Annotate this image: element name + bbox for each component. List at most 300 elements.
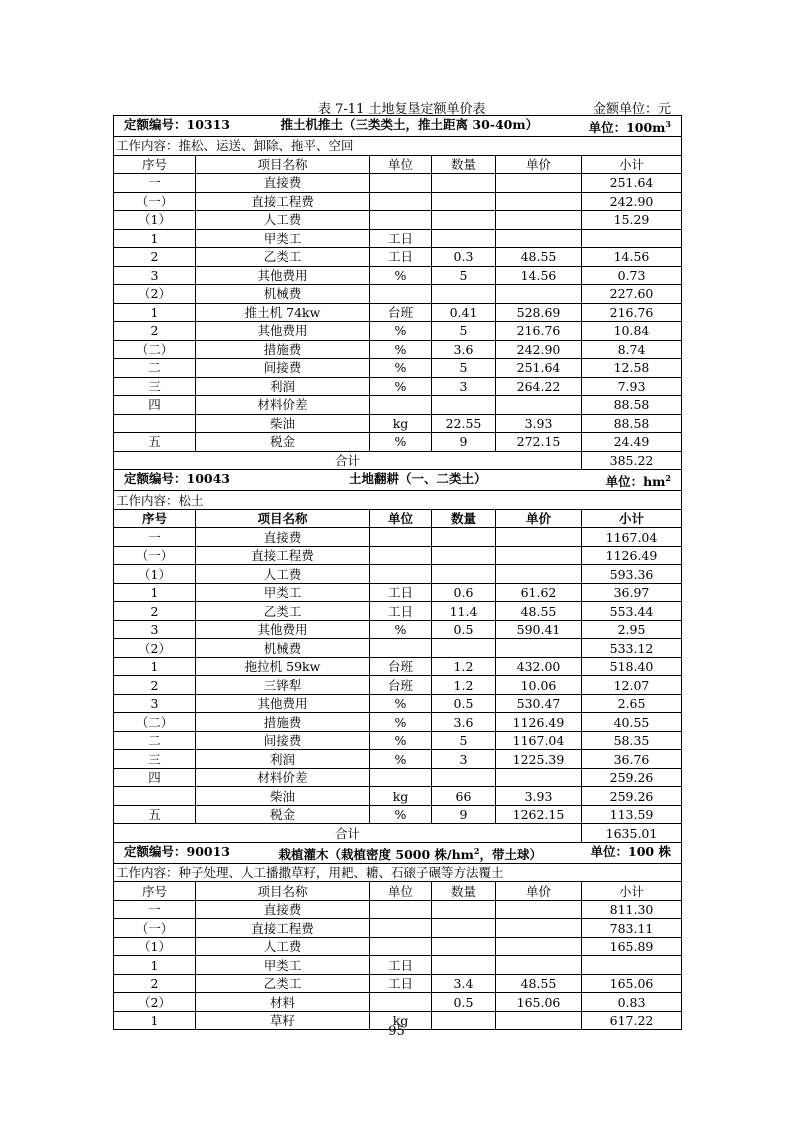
table-cell (370, 919, 432, 938)
table-cell: 直接工程费 (196, 546, 370, 565)
table-cell: 165.06 (582, 974, 682, 993)
table-cell (370, 528, 432, 547)
column-header: 项目名称 (196, 155, 370, 174)
quota-name: 栽植灌木（栽植密度 5000 株/hm (278, 846, 474, 862)
table-cell: 0.73 (582, 266, 682, 285)
table-row (114, 731, 682, 750)
table-cell: 间接费 (196, 731, 370, 750)
table-cell: 242.90 (496, 340, 582, 359)
table-cell: 66 (432, 787, 496, 806)
table-cell: 0.5 (432, 694, 496, 713)
table-cell: 乙类工 (196, 248, 370, 267)
table-row (114, 414, 682, 433)
table-cell: 36.97 (582, 583, 682, 602)
table-row (114, 192, 682, 211)
table-cell (114, 787, 196, 806)
table-cell: 259.26 (582, 768, 682, 787)
quota-name-superscript: 2 (473, 845, 480, 856)
table-cell: 3.6 (432, 713, 496, 732)
table-cell (496, 285, 582, 304)
table-cell: 5 (432, 359, 496, 378)
section-header (114, 842, 682, 863)
table-cell: % (370, 620, 432, 639)
table-cell: 530.47 (496, 694, 582, 713)
table-cell: 165.89 (582, 937, 682, 956)
table-cell: 甲类工 (196, 956, 370, 975)
table-cell: 242.90 (582, 192, 682, 211)
table-cell (370, 768, 432, 787)
table-cell (432, 192, 496, 211)
table-cell (432, 639, 496, 658)
table-cell (114, 414, 196, 433)
table-cell: 22.55 (432, 414, 496, 433)
quota-unit-wrap (591, 843, 671, 863)
table-cell: 553.44 (582, 602, 682, 621)
column-header: 单位 (370, 155, 432, 174)
table-cell (432, 546, 496, 565)
total-label: 合计 (114, 824, 582, 843)
column-header: 单价 (496, 155, 582, 174)
section-header-content (116, 116, 679, 136)
table-cell (432, 285, 496, 304)
table-cell: 113.59 (582, 805, 682, 824)
table-cell: （2） (114, 639, 196, 658)
amount-unit: 金额单位：元 (592, 102, 671, 117)
table-cell (370, 937, 432, 956)
table-cell: 直接费 (196, 900, 370, 919)
table-cell (432, 900, 496, 919)
table-cell: 材料价差 (196, 396, 370, 415)
table-cell: 533.12 (582, 639, 682, 658)
table-cell: 14.56 (582, 248, 682, 267)
table-cell: 48.55 (496, 974, 582, 993)
table-cell (496, 937, 582, 956)
table-row (114, 919, 682, 938)
table-cell: 推土机 74kw (196, 303, 370, 322)
table-row (114, 248, 682, 267)
table-cell: 直接费 (196, 174, 370, 193)
table-row (114, 303, 682, 322)
table-cell: 人工费 (196, 937, 370, 956)
table-row (114, 174, 682, 193)
table-cell (496, 919, 582, 938)
table-cell: 0.6 (432, 583, 496, 602)
table-cell: 528.69 (496, 303, 582, 322)
table-cell: 其他费用 (196, 322, 370, 341)
table-cell (370, 639, 432, 658)
table-cell: % (370, 433, 432, 452)
column-header: 项目名称 (196, 882, 370, 901)
table-cell: 5 (432, 322, 496, 341)
table-cell: 二 (114, 359, 196, 378)
table-cell: 工日 (370, 956, 432, 975)
table-cell: 3 (114, 620, 196, 639)
table-cell: 三 (114, 750, 196, 769)
table-row (114, 768, 682, 787)
table-row (114, 993, 682, 1012)
column-header: 小计 (582, 155, 682, 174)
table-cell (370, 900, 432, 919)
table-cell (370, 174, 432, 193)
table-cell (432, 211, 496, 230)
table-cell: 利润 (196, 377, 370, 396)
table-cell (370, 211, 432, 230)
table-cell: 14.56 (496, 266, 582, 285)
table-cell: 3.4 (432, 974, 496, 993)
table-cell: 五 (114, 805, 196, 824)
table-cell: （1） (114, 937, 196, 956)
table-cell: 直接工程费 (196, 192, 370, 211)
quota-unit: 单位：100 株 (590, 843, 671, 859)
table-cell: 工日 (370, 229, 432, 248)
table-cell: 7.93 (582, 377, 682, 396)
table-cell: 2 (114, 322, 196, 341)
table-cell: （1） (114, 565, 196, 584)
work-content: 工作内容：松土 (114, 491, 682, 510)
table-cell: 机械费 (196, 639, 370, 658)
table-cell: （一） (114, 919, 196, 938)
table-cell (432, 956, 496, 975)
table-cell: kg (370, 1011, 432, 1030)
table-row (114, 937, 682, 956)
section-header-content (116, 470, 679, 490)
section-header-content (116, 843, 679, 863)
table-cell: 88.58 (582, 414, 682, 433)
table-cell: 工日 (370, 974, 432, 993)
work-content-row (114, 137, 682, 156)
table-cell: 2 (114, 248, 196, 267)
section-header-cell (114, 842, 682, 863)
table-cell: 1225.39 (496, 750, 582, 769)
column-header: 序号 (114, 882, 196, 901)
total-label: 合计 (114, 451, 582, 470)
table-row (114, 620, 682, 639)
table-cell: 10.06 (496, 676, 582, 695)
table-row (114, 396, 682, 415)
table-cell: 227.60 (582, 285, 682, 304)
table-cell: 2 (114, 602, 196, 621)
column-header: 单价 (496, 509, 582, 528)
table-cell: kg (370, 787, 432, 806)
table-cell: 783.11 (582, 919, 682, 938)
quota-unit: 单位：100m (588, 120, 666, 136)
table-cell: 264.22 (496, 377, 582, 396)
table-cell: 1 (114, 303, 196, 322)
column-header: 数量 (432, 509, 496, 528)
table-cell: （一） (114, 192, 196, 211)
quota-name: 土地翻耕（一、二类土） (349, 471, 487, 487)
table-cell (496, 229, 582, 248)
table-cell: 40.55 (582, 713, 682, 732)
table-cell: 甲类工 (196, 583, 370, 602)
column-header-row (114, 155, 682, 174)
table-cell (432, 919, 496, 938)
column-header: 数量 (432, 882, 496, 901)
table-cell: 五 (114, 433, 196, 452)
table-cell: 811.30 (582, 900, 682, 919)
total-row (114, 451, 682, 470)
table-cell: 工日 (370, 248, 432, 267)
table-row (114, 359, 682, 378)
table-row (114, 565, 682, 584)
table-cell: 税金 (196, 805, 370, 824)
total-value: 385.22 (582, 451, 682, 470)
table-cell: 0.83 (582, 993, 682, 1012)
section-header (114, 470, 682, 491)
table-cell: 36.76 (582, 750, 682, 769)
table-caption (113, 96, 681, 116)
table-cell: 518.40 (582, 657, 682, 676)
table-cell (582, 956, 682, 975)
table-cell: 2.65 (582, 694, 682, 713)
table-cell: 48.55 (496, 602, 582, 621)
table-cell: 其他费用 (196, 694, 370, 713)
table-cell: 柴油 (196, 414, 370, 433)
table-cell: 1262.15 (496, 805, 582, 824)
table-cell: 材料 (196, 993, 370, 1012)
table-cell: 1 (114, 1011, 196, 1030)
quota-unit-wrap (589, 116, 671, 136)
table-cell: 2 (114, 676, 196, 695)
table-cell (370, 396, 432, 415)
table-cell (496, 900, 582, 919)
table-cell: 0.3 (432, 248, 496, 267)
table-cell: （2） (114, 285, 196, 304)
table-cell: % (370, 266, 432, 285)
table-cell: 直接工程费 (196, 919, 370, 938)
table-cell (496, 546, 582, 565)
table-cell: （1） (114, 211, 196, 230)
table-cell: 12.07 (582, 676, 682, 695)
table-cell (496, 565, 582, 584)
table-cell: 61.62 (496, 583, 582, 602)
table-cell: % (370, 731, 432, 750)
column-header: 单位 (370, 882, 432, 901)
table-cell: 机械费 (196, 285, 370, 304)
table-row (114, 211, 682, 230)
table-cell: % (370, 713, 432, 732)
column-header: 小计 (582, 882, 682, 901)
table-cell: 251.64 (496, 359, 582, 378)
table-row (114, 974, 682, 993)
table-cell (496, 768, 582, 787)
table-row (114, 266, 682, 285)
work-content: 工作内容：推松、运送、卸除、拖平、空回 (114, 137, 682, 156)
table-row (114, 583, 682, 602)
table-cell: 3 (114, 694, 196, 713)
quota-code: 定额编号：10313 (124, 117, 230, 132)
table-cell (432, 229, 496, 248)
table-cell (370, 565, 432, 584)
table-cell: 1126.49 (496, 713, 582, 732)
table-cell: 柴油 (196, 787, 370, 806)
table-row (114, 377, 682, 396)
table-cell: 1.2 (432, 657, 496, 676)
quota-code: 定额编号：10043 (124, 471, 230, 487)
table-cell: 直接费 (196, 528, 370, 547)
page-number: 95 (388, 1024, 405, 1039)
table-cell: 台班 (370, 676, 432, 695)
table-cell: 24.49 (582, 433, 682, 452)
column-header-row (114, 882, 682, 901)
table-cell: 216.76 (582, 303, 682, 322)
table-row (114, 676, 682, 695)
table-cell: 草籽 (196, 1011, 370, 1030)
table-cell: 1 (114, 956, 196, 975)
table-cell: kg (370, 414, 432, 433)
table-cell (370, 192, 432, 211)
table-cell: 其他费用 (196, 620, 370, 639)
table-cell: 间接费 (196, 359, 370, 378)
table-row (114, 805, 682, 824)
table-cell: 5 (432, 731, 496, 750)
table-cell (370, 993, 432, 1012)
table-cell (582, 229, 682, 248)
table-cell: 利润 (196, 750, 370, 769)
table-cell: 8.74 (582, 340, 682, 359)
section-header-cell (114, 470, 682, 491)
table-cell: 259.26 (582, 787, 682, 806)
table-cell: 台班 (370, 657, 432, 676)
table-row (114, 639, 682, 658)
table-cell: 216.76 (496, 322, 582, 341)
quota-unit: 单位：hm (605, 474, 666, 490)
table-cell: 9 (432, 805, 496, 824)
table-cell: （二） (114, 340, 196, 359)
table-cell: 其他费用 (196, 266, 370, 285)
quota-unit-superscript: 3 (665, 119, 671, 129)
quota-name-wrap (349, 470, 487, 490)
quota-name: 推土机推土（三类类土，推土距离 30-40m） (280, 117, 539, 132)
table-cell: 88.58 (582, 396, 682, 415)
table-cell: 四 (114, 396, 196, 415)
table-cell: 材料价差 (196, 768, 370, 787)
table-cell: 2 (114, 974, 196, 993)
table-cell: 措施费 (196, 713, 370, 732)
column-header: 序号 (114, 155, 196, 174)
table-cell: 1 (114, 657, 196, 676)
table-cell: 0.41 (432, 303, 496, 322)
table-row (114, 900, 682, 919)
quota-unit-superscript: 2 (665, 473, 671, 484)
table-cell: 乙类工 (196, 602, 370, 621)
work-content-row (114, 863, 682, 882)
table-row (114, 602, 682, 621)
table-cell: 人工费 (196, 565, 370, 584)
table-row (114, 787, 682, 806)
table-cell: % (370, 750, 432, 769)
table-cell: 1 (114, 229, 196, 248)
table-cell: % (370, 377, 432, 396)
table-cell: 12.58 (582, 359, 682, 378)
quota-name-rest: ，带土球） (479, 846, 542, 862)
table-row (114, 322, 682, 341)
total-value: 1635.01 (582, 824, 682, 843)
total-row (114, 824, 682, 843)
table-cell: 二 (114, 731, 196, 750)
table-row (114, 657, 682, 676)
table-row (114, 750, 682, 769)
table-cell (432, 174, 496, 193)
table-cell (496, 396, 582, 415)
table-cell: 590.41 (496, 620, 582, 639)
table-cell (370, 285, 432, 304)
table-cell: 165.06 (496, 993, 582, 1012)
table-cell (496, 211, 582, 230)
table-cell: 一 (114, 900, 196, 919)
table-row (114, 285, 682, 304)
table-cell: 四 (114, 768, 196, 787)
table-cell (432, 528, 496, 547)
table-cell: 人工费 (196, 211, 370, 230)
table-cell: 272.15 (496, 433, 582, 452)
table-cell: 432.00 (496, 657, 582, 676)
table-cell: 三铧犁 (196, 676, 370, 695)
table-cell: 0.5 (432, 620, 496, 639)
column-header: 项目名称 (196, 509, 370, 528)
quota-price-table (113, 115, 682, 1030)
column-header: 单位 (370, 509, 432, 528)
table-cell: 10.84 (582, 322, 682, 341)
table-row (114, 229, 682, 248)
table-cell: 一 (114, 528, 196, 547)
table-cell: 甲类工 (196, 229, 370, 248)
table-cell: % (370, 322, 432, 341)
table-cell: 工日 (370, 583, 432, 602)
table-cell (496, 956, 582, 975)
table-cell: 5 (432, 266, 496, 285)
table-cell: 617.22 (582, 1011, 682, 1030)
table-cell: 乙类工 (196, 974, 370, 993)
quota-unit-wrap (606, 470, 671, 490)
table-row (114, 694, 682, 713)
table-cell: 1167.04 (582, 528, 682, 547)
table-cell (432, 768, 496, 787)
table-cell: 15.29 (582, 211, 682, 230)
table-cell: 1.2 (432, 676, 496, 695)
table-cell: 3 (432, 377, 496, 396)
table-cell: （2） (114, 993, 196, 1012)
table-cell (432, 565, 496, 584)
table-cell: （二） (114, 713, 196, 732)
table-cell: % (370, 340, 432, 359)
column-header: 数量 (432, 155, 496, 174)
section-header-cell (114, 116, 682, 137)
table-cell: 拖拉机 59kw (196, 657, 370, 676)
column-header: 单价 (496, 882, 582, 901)
table-cell (432, 396, 496, 415)
table-cell: （一） (114, 546, 196, 565)
table-cell: 工日 (370, 602, 432, 621)
quota-name-wrap (279, 843, 542, 863)
quota-name-wrap (281, 116, 539, 136)
table-cell: 3.93 (496, 414, 582, 433)
table-cell: 台班 (370, 303, 432, 322)
table-row (114, 546, 682, 565)
table-cell: 58.35 (582, 731, 682, 750)
table-row (114, 433, 682, 452)
table-cell (496, 174, 582, 193)
table-cell: 措施费 (196, 340, 370, 359)
table-cell: 1126.49 (582, 546, 682, 565)
table-cell: 48.55 (496, 248, 582, 267)
work-content: 工作内容：种子处理、人工播撒草籽，用耙、耱、石磙子碾等方法覆土 (114, 863, 682, 882)
table-title: 表 7-11 土地复垦定额单价表 (318, 102, 486, 117)
table-row (114, 528, 682, 547)
table-cell (370, 546, 432, 565)
table-cell: 3.93 (496, 787, 582, 806)
table-cell: % (370, 694, 432, 713)
